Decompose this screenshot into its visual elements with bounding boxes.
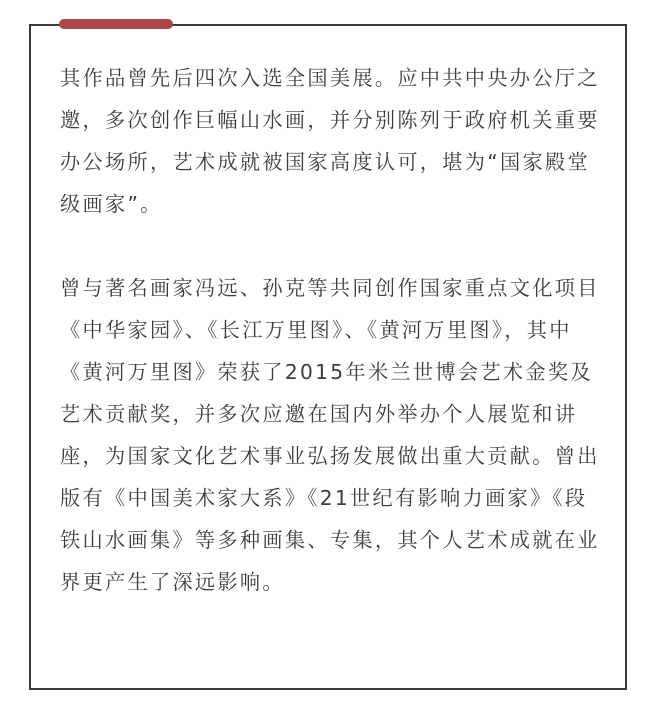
article-body bbox=[60, 57, 600, 603]
accent-bar bbox=[59, 19, 173, 29]
paragraph-works: 曾与著名画家冯远、孙克等共同创作国家重点文化项目《中华家园》、《长江万里图》、《黄河万里图》，其中《黄河万里图》荣获了2015年米兰世博会艺术金奖及艺术贡献奖，并多次应邀在国内外举办个人展览和讲座，为国家文化艺术事业弘扬发展做出重大贡献。曾出版有《中国美术家大系》《21世纪有影响力画家》《段铁山水画集》等多种画集、专集，其个人艺术成就在业界更产生了深远影响。 bbox=[60, 276, 600, 594]
paragraph-exhibitions: 其作品曾先后四次入选全国美展。应中共中央办公厅之邀，多次创作巨幅山水画，并分别陈列于政府机关重要办公场所，艺术成就被国家高度认可，堪为“国家殿堂级画家”。 bbox=[60, 66, 600, 216]
